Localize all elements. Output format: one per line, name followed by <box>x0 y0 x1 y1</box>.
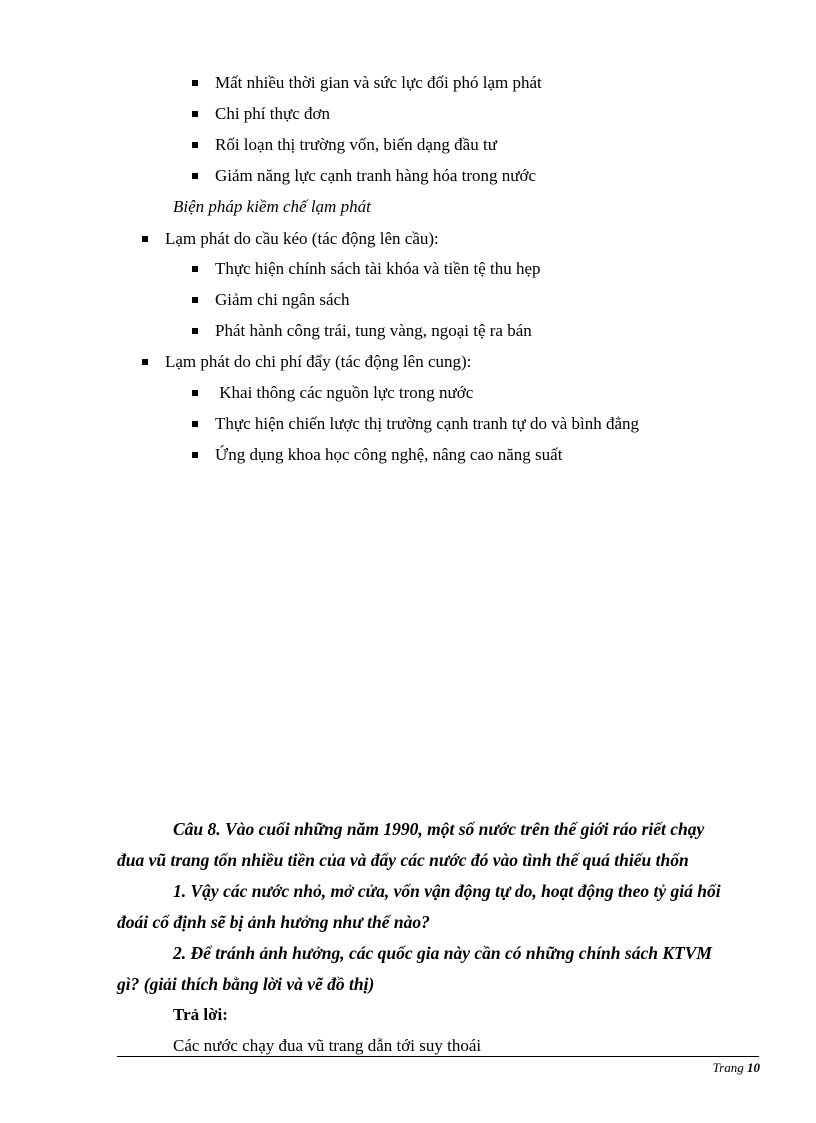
list-item: Mất nhiều thời gian và sức lực đối phó lạm phát <box>215 73 542 92</box>
question-line: 1. Vậy các nước nhỏ, mở cửa, vốn vận động tự do, hoạt động theo tỷ giá hối <box>173 881 721 901</box>
bullet-icon <box>142 359 148 365</box>
bullet-icon <box>192 328 198 334</box>
bullet-icon <box>142 236 148 242</box>
list-item: Khai thông các nguồn lực trong nước <box>215 383 474 402</box>
bullet-icon <box>192 266 198 272</box>
page-number-value: 10 <box>747 1060 760 1075</box>
bullet-icon <box>192 111 198 117</box>
question-line: Câu 8. Vào cuối những năm 1990, một số nước trên thế giới ráo riết chạy <box>173 819 705 839</box>
question-line: đua vũ trang tốn nhiều tiền của và đẩy các nước đó vào tình thế quá thiếu thốn <box>117 850 689 870</box>
list-item: Phát hành công trái, tung vàng, ngoại tệ ra bán <box>215 321 532 340</box>
section-heading: Biện pháp kiềm chế lạm phát <box>173 197 371 216</box>
question-line: gì? (giải thích bằng lời và vẽ đồ thị) <box>117 974 375 994</box>
bullet-icon <box>192 173 198 179</box>
answer-text: Các nước chạy đua vũ trang dẫn tới suy thoái <box>173 1036 482 1055</box>
answer-label: Trả lời: <box>173 1005 228 1024</box>
list-item: Giảm chi ngân sách <box>215 290 350 309</box>
list-item: Chi phí thực đơn <box>215 104 331 123</box>
bullet-icon <box>192 390 198 396</box>
page-number <box>713 1060 760 1076</box>
list-item: Thực hiện chính sách tài khóa và tiền tệ thu hẹp <box>215 259 541 278</box>
question-line: 2. Để tránh ảnh hưởng, các quốc gia này cần có những chính sách KTVM <box>173 943 712 963</box>
question-line: đoái cố định sẽ bị ảnh hưởng như thế nào? <box>117 912 430 932</box>
list-item: Lạm phát do chi phí đẩy (tác động lên cung): <box>165 352 472 371</box>
bullet-icon <box>192 452 198 458</box>
bullet-icon <box>192 142 198 148</box>
list-item: Ứng dụng khoa học công nghệ, nâng cao năng suất <box>215 445 563 464</box>
footer-rule <box>117 1056 759 1057</box>
bullet-icon <box>192 297 198 303</box>
list-item: Rối loạn thị trường vốn, biến dạng đầu tư <box>215 135 497 154</box>
list-item: Thực hiện chiến lược thị trường cạnh tranh tự do và bình đẳng <box>215 414 640 433</box>
list-item: Giảm năng lực cạnh tranh hàng hóa trong nước <box>215 166 537 185</box>
bullet-icon <box>192 421 198 427</box>
list-item: Lạm phát do cầu kéo (tác động lên cầu): <box>165 229 439 248</box>
bullet-icon <box>192 80 198 86</box>
page-number-label: Trang <box>712 1060 744 1075</box>
